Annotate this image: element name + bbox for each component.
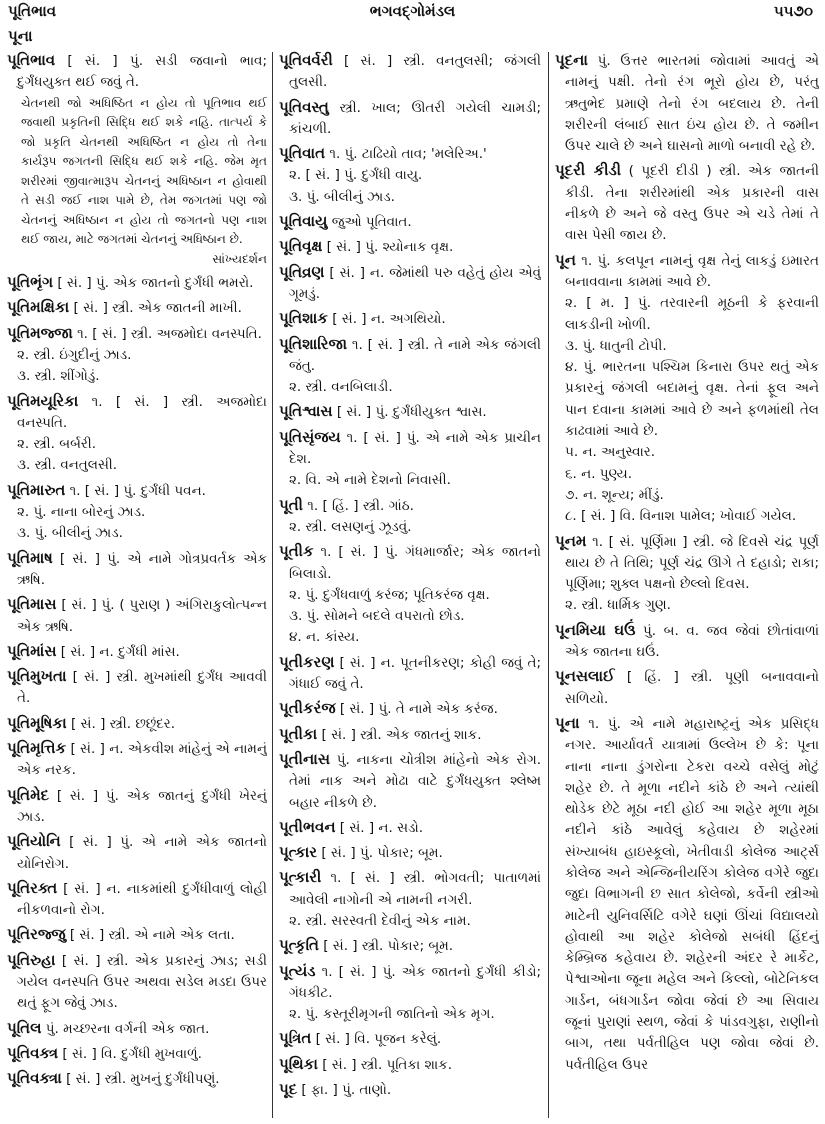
entry-body: [ સં. ] ન. પૂતનીકરણ; કોહી જવું તે; ગંધાઈ જવું તે. xyxy=(289,654,541,693)
dictionary-entry xyxy=(279,724,541,746)
entry-definition xyxy=(7,738,267,782)
entry-sub-sense: ૨. પું. નાના બોરનું ઝાડ. xyxy=(17,504,146,521)
entry-definition xyxy=(7,50,267,94)
entry-sub-sense: ૨. વિ. એ નામે દેશનો નિવાસી. xyxy=(289,472,451,489)
entry-body: [ સં. ] સ્ત્રી. છછૂંદર. xyxy=(71,715,176,732)
entry-definition xyxy=(279,427,541,471)
entry-body: [ સં. ] પું. તે નામે એક કરંજ. xyxy=(339,701,498,718)
entry-headword: પૂતીનાસ xyxy=(279,749,330,768)
entry-sub-sense: ૪. પું. ભારતના પશ્ચિમ કિનારા ઉપર થતું એક પ્રકારનું જંગલી બદામનું વૃક્ષ. તેનાં ફૂલ અને પાન દવાના કામમાં આવે છે અને ફળમાંથી તેલ કાઢવામાં આવે છે. xyxy=(565,359,819,440)
entry-headword: પૂતી xyxy=(279,495,303,514)
entry-sub-sense: ૩. સ્ત્રી. શીંગોડું. xyxy=(17,368,100,385)
entry-headword: પૂદ xyxy=(279,1080,298,1099)
entry-body: ૧. [ સં. ] સ્ત્રી. ભોગવતી; પાતાળમાં આવેલી નાગોની એ નામની નગરી. xyxy=(289,870,541,908)
dictionary-entry xyxy=(279,495,541,539)
entry-headword: પૂતિભૃંગ xyxy=(7,273,54,292)
entry-definition xyxy=(7,1043,267,1065)
guide-word-first: પૂતિભાવ xyxy=(8,2,57,20)
dictionary-entry xyxy=(279,1054,541,1076)
dictionary-entry xyxy=(279,652,541,696)
entry-body: ૧. [ સં. પૂર્ણિમા ] સ્ત્રી. જે દિવસે ચંદ્ર પૂર્ણ થાય છે તે તિથિ; પૂર્ણ ચંદ્ર ઊગે તે દહાડો; રાકા; પૂર્ણિમા; શુક્લ પક્ષનો છેલ્લો દિવસ. xyxy=(565,533,819,593)
entry-headword: પૂથિકા xyxy=(279,1054,318,1073)
entry-body: ૧. [ હિં. ] સ્ત્રી. ગાંઠ. xyxy=(307,497,414,514)
entry-definition xyxy=(7,831,267,875)
entry-definition xyxy=(7,950,267,1015)
running-title: ભગવદ્ગોમંડલ xyxy=(369,2,456,20)
entry-body: ૧. પું. એ નામે મહારાષ્ટ્રનું એક પ્રસિદ્ધ નગર. આર્યાવર્ત યાત્રામાં ઉલ્લેખ છે કે: પૂના નાના નાના ડુંગરોના ટેકરા વચ્ચે વસેલું મોટું શહેર છે. તે મૂળા નદીને કાંઠે છે અને ત્યાંથી થોડેક છેટે મૂઠા નદી હોઈ આ શહેર મૂળા મૂઠા નદીને કાંઠે આવેલું કહેવાય છે શહેરમાં સંખ્યાબંધ હાઇસ્કૂલો, ખેતીવાડી કોલેજ આર્ટ્સ કોલેજ અને એન્જિનીયરિંગ કોલેજ વગેરે જુદા જુદા વિભાગની છ સાત કોલેજો, કર્વેની સ્ત્રીઓ માટેની યુનિવર્સિટિ વગેરે ઘણાં ઊંચાં વિદ્યાલયો હોવાથી આ શહેર કોલેજો સબંધી હિંદનું કેમ્બ્રિજ કહેવાય છે. શહેરની અંદર રે માર્કેટ, પેશ્વાઓના જૂના મહેલ અને કિલ્લો, બોટેનિકલ ગાર્ડન, બંધગાર્ડન જોવા જેવાં છે આ સિવાય જૂનાં પુરાણાં સ્થળ, જેવાં કે પાંડવગુફા, રાણીનો બાગ, તથા પર્વતીહિલ પણ જોવા જેવાં છે. પર્વતીહિલ ઉપર xyxy=(565,715,819,1073)
entry-headword: પૂતીક xyxy=(279,542,314,561)
entry-definition xyxy=(279,334,541,378)
entry-definition xyxy=(555,620,819,664)
entry-sub-sense: ૨. સ્ત્રી. બર્બરી. xyxy=(17,436,97,453)
dictionary-entry xyxy=(279,143,541,208)
entry-definition xyxy=(7,297,267,319)
entry-body: ૧. [ સં. ] પું. એ નામે એક પ્રાચીન દેશ. xyxy=(289,429,541,468)
dictionary-entry xyxy=(7,391,267,477)
quotation-text: ચેતનથી જો અધિષ્ઠિત ન હોય તો પૂતિભાવ થઈ જવાથી પ્રકૃતિની સિદ્ધિ થઈ શકે નહિ. તાત્પર્ય કે જો પ્રકૃતિ ચેતનથી અધિષ્ઠિત ન હોય તો તેના કાર્યરૂપ જગતની સિદ્ધિ થઈ શકે નહિ. જેમ મૃત શરીરમાં જીવાત્મારૂપ ચેતનનું અધિષ્ઠાન ન હોવાથી તે સડી જઈ નાશ પામે છે, તેમ જગતમાં પણ જો ચેતનનું અધિષ્ઠાન ન હોય તો જગતનો પણ નાશ થઈ જાય, માટે જગતમાં ચેતનનું અધિષ્ઠાન છે. xyxy=(21,95,267,247)
entry-definition xyxy=(7,594,267,638)
entry-quotation xyxy=(7,94,267,270)
dictionary-entry xyxy=(279,1079,541,1101)
entry-headword: પૂતિમેદ xyxy=(7,785,50,804)
entry-headword: પૂતિવક્ત્ર xyxy=(7,1043,59,1062)
page-number: ૫૫૭૦ xyxy=(773,2,813,20)
entry-sub-sense: ૨. [ સં. ] પું. દુર્ગંધી વાયુ. xyxy=(289,167,423,184)
dictionary-entry xyxy=(7,548,267,592)
entry-definition xyxy=(279,817,541,839)
entry-definition xyxy=(279,236,541,258)
entry-definition xyxy=(7,878,267,922)
dictionary-entry xyxy=(7,878,267,922)
dictionary-entry xyxy=(555,620,819,664)
entry-headword: પૂતિમૂષિકા xyxy=(7,713,67,732)
entry-body: ૧. [ સં. ] સ્ત્રી. અજમોદા વનસ્પતિ. xyxy=(17,393,267,431)
entry-definition xyxy=(555,250,819,294)
dictionary-entry xyxy=(7,950,267,1015)
entry-headword: પૂતીકરણ xyxy=(279,652,335,671)
entry-definition xyxy=(7,785,267,829)
entry-headword: પૂતીભવન xyxy=(279,817,336,836)
dictionary-entry xyxy=(555,160,819,246)
entry-headword: પૂતિમજ્જા xyxy=(7,323,73,342)
entry-body: [ સં. ] સ્ત્રી. એક જાતની માખી. xyxy=(73,300,242,317)
dictionary-entry xyxy=(279,541,541,648)
entry-body: [ સં. ] સ્ત્રી. એ નામે એક લતા. xyxy=(69,927,235,944)
entry-definition xyxy=(7,272,267,294)
entry-headword: પૂતિસૃંજય xyxy=(279,427,341,446)
entry-body: પું. ઉત્તર ભારતમાં જોવામાં આવતું એ નામનું પક્ષી. તેનો રંગ ભૂરો હોય છે, પરંતુ ઋતુભેદ પ્રમાણે તેનો રંગ બદલાય છે. તેની શરીરની લંબાઈ સાત ઇંચ હોય છે. તે જમીન ઉપર ચાલે છે અને ઘાસનો માળો બનાવી રહે છે. xyxy=(565,53,819,155)
entry-definition xyxy=(279,842,541,864)
entry-body: [ સં. ] સ્ત્રી. પોકાર; બૂમ. xyxy=(323,938,454,955)
entry-body: [ હિં. ] સ્ત્રી. પૂણી બનાવવાનો સળિયો. xyxy=(565,669,819,707)
entry-definition xyxy=(7,391,267,435)
entry-sub-sense: ૨. [ મ. ] પું. તરવારની મૂઠની કે ફરવાની લાકડીની ખોળી. xyxy=(565,295,819,333)
dictionary-entry xyxy=(7,297,267,319)
entry-definition xyxy=(279,867,541,911)
entry-headword: પૂનમ xyxy=(555,531,587,550)
entry-definition xyxy=(555,50,819,157)
entry-sub-sense: ૩. પું. સોમને બદલે વપરાતો છોડ. xyxy=(289,608,465,625)
entry-definition xyxy=(555,666,819,710)
dictionary-entry xyxy=(279,1028,541,1050)
entry-sub-sense: ૨. સ્ત્રી. લસણનું ઝૂડવું. xyxy=(289,518,412,535)
entry-headword: પૂતિરુહા xyxy=(7,950,56,969)
entry-definition xyxy=(7,641,267,663)
entry-body: [ સં. ] વિ. પૂજન કરેલું. xyxy=(315,1031,442,1048)
entry-definition xyxy=(279,652,541,696)
dictionary-entry xyxy=(279,427,541,492)
entry-headword: પૂતિવર્વરી xyxy=(279,51,333,69)
entry-definition xyxy=(7,480,267,502)
entry-definition xyxy=(279,724,541,746)
entry-definition xyxy=(279,308,541,330)
entry-headword: પૂતીકા xyxy=(279,724,318,743)
quotation-source: સાંખ્યદર્શન xyxy=(212,251,267,266)
entry-body: [ સં. ] સ્ત્રી. મુખનું દુર્ગંધીપણું. xyxy=(66,1071,220,1088)
entry-body: ( પૂદરી દીડી ) સ્ત્રી. એક જાતની કીડી. તેના શરીરમાંથી એક પ્રકારની વાસ નીકળે છે અને જે વસ્તુ ઉપર એ ચડે તેમાં તે વાસ પેસી જાય છે. xyxy=(565,163,819,244)
entry-body: [ સં. ] વિ. દુર્ગંધી મુખવાળું. xyxy=(62,1045,202,1062)
entry-headword: પૂતિયોનિ xyxy=(7,832,61,851)
entry-headword: પૂતિવક્ત્રા xyxy=(7,1069,62,1088)
dictionary-entry xyxy=(7,50,267,269)
entry-sub-sense: ૨. સ્ત્રી. ઇંગુદીનું ઝાડ. xyxy=(17,346,132,363)
entry-headword: પૂના xyxy=(555,713,580,732)
entry-definition xyxy=(279,143,541,165)
dictionary-entry xyxy=(7,831,267,875)
dictionary-entry xyxy=(279,817,541,839)
dictionary-entry xyxy=(7,1068,267,1090)
entry-definition xyxy=(7,713,267,735)
dictionary-entry xyxy=(7,785,267,829)
entry-sub-sense: ૨. સ્ત્રી. ધાર્મિક ગુણ. xyxy=(565,597,671,614)
dictionary-entry xyxy=(7,1043,267,1065)
entry-headword: પૂતિમાંસ xyxy=(7,641,57,660)
entry-sub-sense: ૬. ન. પુણ્ય. xyxy=(565,465,633,482)
entry-definition xyxy=(7,1068,267,1090)
entry-definition xyxy=(279,1028,541,1050)
entry-headword: પૂતિમાષ xyxy=(7,548,53,567)
dictionary-entry xyxy=(7,641,267,663)
entry-sub-sense: ૩. પું. ધાતુની ટોપી. xyxy=(565,337,667,354)
entry-definition xyxy=(555,713,819,1076)
entry-body: [ સં. ] પું. શ્યોનાક વૃક્ષ. xyxy=(326,239,454,256)
entry-body: [ સં. ] સ્ત્રી. એક પ્રકારનું ઝાડ; સડી ગયેલ વનસ્પતિ ઉપર અથવા સડેલ મડદા ઉપર થતું ફૂગ જેવું ઝાડ. xyxy=(17,952,267,1012)
entry-definition xyxy=(7,924,267,946)
entry-body: પું. બ. વ. જવ જેવાં છોતાંવાળાં એક જાતના ઘઉં. xyxy=(565,622,819,661)
dictionary-entry xyxy=(279,236,541,258)
entry-sub-sense: ૪. ન. કાંસ્ય. xyxy=(289,629,360,646)
entry-headword: પૂતિમૃત્તિક xyxy=(7,739,67,758)
entry-headword: પૂન xyxy=(555,250,576,269)
entry-headword: પૂતિશાક xyxy=(279,309,328,328)
entry-sub-sense: ૫. ન. અનુસ્વાર. xyxy=(565,444,656,461)
entry-headword: પૂતિશ્વાસ xyxy=(279,402,333,421)
entry-definition xyxy=(279,50,541,94)
entry-body: [ સં. ] પું. પોકાર; બૂમ. xyxy=(321,845,443,862)
entry-definition xyxy=(279,961,541,1005)
dictionary-entry xyxy=(7,713,267,735)
dictionary-entry xyxy=(279,401,541,423)
entry-body: [ સં. ] સ્ત્રી. વનતુલસી; જંગલી તુલસી. xyxy=(289,53,541,91)
entry-sub-sense: ૮. [ સં. ] વિ. વિનાશ પામેલ; ખોવાઈ ગયેલ. xyxy=(565,508,797,525)
entry-headword: પૂત્રિત xyxy=(279,1029,312,1048)
dictionary-entry xyxy=(279,961,541,1026)
dictionary-entry xyxy=(7,1018,267,1040)
entry-definition xyxy=(279,401,541,423)
entry-headword: પૂતિવ્રણ xyxy=(279,262,325,281)
entry-sub-sense: ૨. પું. દુર્ગંધવાળું કરંજ; પૂતિકરંજ વૃક્ષ. xyxy=(289,586,490,603)
entry-headword: પૂનમિયા ઘઉં xyxy=(555,620,636,639)
entry-body: ૧. [ સં. ] પું. ગંધમાર્જાર; એક જાતનો બિલાડો. xyxy=(289,544,541,582)
entry-headword: પૂતિશારિજા xyxy=(279,334,347,353)
entry-definition xyxy=(279,97,541,141)
entry-headword: પૂતિભાવ xyxy=(7,51,56,69)
entry-headword: પૂતિવાત xyxy=(279,144,326,163)
column-1 xyxy=(7,50,267,1120)
dictionary-entry xyxy=(279,334,541,399)
dictionary-entry xyxy=(7,323,267,388)
entry-body: [ સં. ] ન. જેમાંથી પરુ વહેતું હોય એવું ગૂમડું. xyxy=(289,264,541,302)
dictionary-entry xyxy=(279,749,541,814)
dictionary-entry xyxy=(7,272,267,294)
column-2 xyxy=(279,50,541,1120)
entry-definition xyxy=(7,323,267,345)
dictionary-entry xyxy=(279,867,541,932)
entry-body: જુઓ પૂતિવાત. xyxy=(331,214,412,231)
dictionary-entry xyxy=(279,698,541,720)
entry-headword: પૂતિવૃક્ષ xyxy=(279,237,323,256)
dictionary-entry xyxy=(279,50,541,94)
entry-definition xyxy=(7,548,267,592)
entry-body: [ સં. ] સ્ત્રી. એક જાતનું શાક. xyxy=(321,726,482,743)
column-3 xyxy=(555,50,819,1120)
entry-definition xyxy=(279,749,541,814)
entry-body: ૧. પું. કલપૂન નામનું વૃક્ષ તેનું લાકડું ઇમારત બનાવવાના કામમાં આવે છે. xyxy=(565,252,819,290)
entry-sub-sense: ૨. પું. કસ્તૂરીમૃગની જાતિનો એક મૃગ. xyxy=(289,1006,495,1023)
entry-body: [ સં. ] સ્ત્રી. પૂતિકા શાક. xyxy=(322,1056,453,1073)
entry-headword: પૂતીકરંજ xyxy=(279,699,336,718)
entry-definition xyxy=(279,495,541,517)
entry-headword: પૂતિલ xyxy=(7,1018,42,1037)
entry-sub-sense: ૭. ન. શૂન્ય; મીંડું. xyxy=(565,486,664,503)
entry-body: ૧. [ સં. ] પું. એક જાતનો દુર્ગંધી કીડો; ગંધકીટ. xyxy=(289,963,541,1001)
entry-body: [ સં. ] ન. દુર્ગંધી માંસ. xyxy=(60,643,180,660)
dictionary-entry xyxy=(555,713,819,1076)
entry-headword: પૂતિરજ્જુ xyxy=(7,925,66,944)
entry-body: [ સં. ] ન. એકવીશ માંહેનું એ નામનું એક નરક. xyxy=(17,741,267,779)
entry-body: [ સં. ] ન. અગથિયો. xyxy=(332,311,446,328)
entry-sub-sense: ૩. પું. બીલીનું ઝાડ. xyxy=(17,525,123,542)
entry-body: પું. મચ્છરના વર્ગની એક જાત. xyxy=(45,1020,210,1037)
entry-body: [ સં. ] પું. ( પુરાણ ) અંગિરાકુલોત્પન્ન એક ઋષિ. xyxy=(17,597,267,635)
entry-headword: પૂત્કૃતિ xyxy=(279,936,319,955)
dictionary-entry xyxy=(279,262,541,306)
entry-sub-sense: ૩. સ્ત્રી. વનતુલસી. xyxy=(17,457,118,474)
guide-word-last: પૂના xyxy=(8,27,33,45)
entry-body: [ સં. ] પું. એક જાતનો દુર્ગંધી ભમરો. xyxy=(57,275,254,292)
entry-body: ૧. [ સં. ] સ્ત્રી. અજમોદા વનસ્પતિ. xyxy=(77,325,262,342)
entry-body: [ સં. ] પું. એ નામે ગોત્રપ્રવર્તક એક ઋષિ. xyxy=(17,550,267,588)
entry-definition xyxy=(279,698,541,720)
dictionary-entry xyxy=(279,308,541,330)
entry-body: ૧. પું. ટાઢિયો તાવ; 'મલેરિઅ.' xyxy=(329,146,487,163)
entry-definition xyxy=(7,666,267,710)
dictionary-entry xyxy=(279,211,541,233)
entry-body: [ સં. ] પું. દુર્ગંધીયુક્ત શ્વાસ. xyxy=(336,404,487,421)
entry-body: ૧. [ સં. ] સ્ત્રી. તે નામે એક જંગલી જંતુ. xyxy=(289,336,541,374)
dictionary-entry xyxy=(555,531,819,617)
entry-headword: પૂતિવાયુ xyxy=(279,212,328,231)
dictionary-entry xyxy=(555,50,819,157)
dictionary-entry xyxy=(7,924,267,946)
entry-body: ૧. [ સં. ] પું. દુર્ગંધી પવન. xyxy=(69,482,206,499)
dictionary-entry xyxy=(555,666,819,710)
entry-definition xyxy=(555,160,819,246)
entry-definition xyxy=(279,1054,541,1076)
column-divider xyxy=(548,52,549,1118)
entry-sub-sense: ૨. સ્ત્રી. સરસ્વતી દેવીનું એક નામ. xyxy=(289,912,471,929)
dictionary-entry xyxy=(7,738,267,782)
column-divider xyxy=(272,52,273,1118)
entry-body: [ સં. ] ન. નાકમાંથી દુર્ગંધીવાળું લોહી નીકળવાનો રોગ. xyxy=(17,880,267,919)
entry-sub-sense: ૨. સ્ત્રી. વનબિલાડી. xyxy=(289,379,393,396)
entry-body: [ સં. ] પું. એક જાતનું દુર્ગંધી ખેરનું ઝાડ. xyxy=(17,787,267,825)
entry-definition xyxy=(279,262,541,306)
entry-headword: પૂત્કાર xyxy=(279,843,318,862)
dictionary-entry xyxy=(279,842,541,864)
entry-body: [ સં. ] પું. સડી જવાનો ભાવ; દુર્ગંધયુક્ત થઈ જવું તે. xyxy=(17,53,267,91)
entry-definition xyxy=(279,1079,541,1101)
entry-definition xyxy=(279,935,541,957)
dictionary-entry xyxy=(7,480,267,545)
entry-body: પું. નાકના ચોત્રીશ માંહેનો એક રોગ. તેમાં નાક અને મોઢા વાટે દુર્ગંધયુક્ત શ્લેષ્મ બહાર નીકળે છે. xyxy=(289,751,541,811)
dictionary-entry xyxy=(7,666,267,710)
entry-headword: પૂત્કારી xyxy=(279,868,322,887)
entry-headword: પૂતિમક્ષિકા xyxy=(7,298,70,317)
dictionary-entry xyxy=(279,935,541,957)
entry-sub-sense: ૩. પું. બીલીનું ઝાડ. xyxy=(289,188,395,205)
entry-headword: પૂતિમયૂરિકા xyxy=(7,391,79,410)
entry-headword: પૂતિમુખતા xyxy=(7,667,67,686)
dictionary-entry xyxy=(279,97,541,141)
entry-headword: પૂતિરક્ત xyxy=(7,878,58,897)
entry-headword: પૂદના xyxy=(555,51,588,69)
entry-headword: પૂત્યંડ xyxy=(279,961,316,980)
entry-definition xyxy=(555,531,819,596)
entry-headword: પૂનસલાઈ xyxy=(555,667,615,686)
entry-headword: પૂતિમારુત xyxy=(7,480,66,499)
entry-body: [ સં. ] સ્ત્રી. મુખમાંથી દુર્ગંધ આવવી તે. xyxy=(17,669,267,707)
dictionary-entry xyxy=(555,250,819,528)
dictionary-entry xyxy=(7,594,267,638)
entry-body: [ સં. ] ન. સડો. xyxy=(339,819,424,836)
entry-headword: પૂદરી કીડી xyxy=(555,161,622,180)
entry-definition xyxy=(279,541,541,585)
entry-headword: પૂતિમાસ xyxy=(7,595,57,614)
entry-definition xyxy=(7,1018,267,1040)
entry-body: સ્ત્રી. ખાલ; ઊતરી ગયેલી ચામડી; કાંચળી. xyxy=(289,99,541,137)
entry-body: [ ફા. ] પું. તાણો. xyxy=(301,1082,392,1099)
entry-definition xyxy=(279,211,541,233)
entry-body: [ સં. ] પું. એ નામે એક જાતનો યોનિરોગ. xyxy=(17,834,267,872)
entry-headword: પૂતિવસ્તુ xyxy=(279,97,329,116)
